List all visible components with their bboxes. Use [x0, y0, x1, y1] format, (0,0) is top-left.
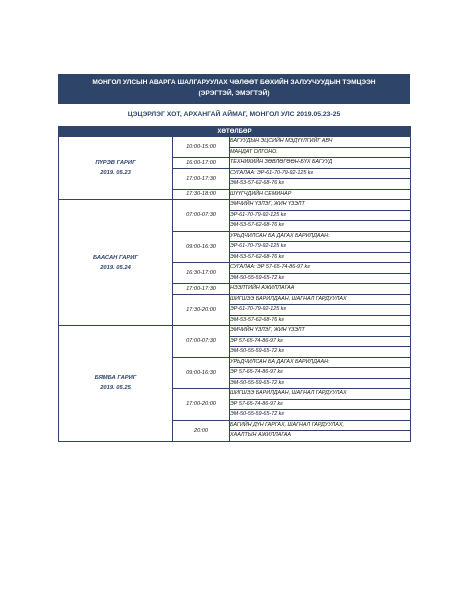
activity-cell — [230, 284, 411, 295]
activity-line: ЭМЧИЙН ҮЗЛЭГ, ЖИН ҮЗЭЛТ — [230, 327, 305, 333]
activity-line: ХААЛТЫН АЖИЛЛАГАА — [230, 430, 410, 441]
time-cell: 20:00 — [173, 420, 230, 441]
time-cell: 09:00-16:30 — [173, 231, 230, 263]
activity-line: ШИГШЭЭ БАРИЛДААН, ШАГНАЛ ГАРДУУЛАХ — [230, 390, 347, 396]
activity-line: ЭМ-50-55-59-65-72 kг — [230, 273, 410, 284]
activity-cell — [230, 420, 411, 441]
activity-line: ЭР-61-70-79-92-125 kг — [230, 304, 410, 315]
activity-cell — [230, 137, 411, 158]
activity-line: МАНДАТ ОЛГОНО. — [230, 147, 410, 158]
activity-line: ЭР 57-65-74-86-97 kг — [230, 399, 410, 410]
time-cell: 17:30-20:00 — [173, 294, 230, 326]
activity-line: СУГАЛАА: ЭР-61-70-79-92-125 kг — [230, 169, 314, 176]
time-cell: 17:30-18:00 — [173, 189, 230, 200]
activity-line: СУГАЛАА: ЭР 57-65-74-86-97 kг — [230, 264, 310, 270]
day-name: ПҮРЭВ ГАРИГ — [95, 160, 136, 166]
day-cell — [59, 200, 173, 326]
activity-line: ТЕХНИКИЙН ЗӨВЛӨГӨӨН-БҮХ БАГУУД — [230, 159, 333, 165]
event-location-dates: ЦЭЦЭРЛЭГ ХОТ, АРХАНГАЙ АЙМАГ, МОНГОЛ УЛС 2019.05.23-25 — [127, 111, 341, 118]
activity-cell — [230, 231, 411, 263]
activity-line: ЭМ-53-57-62-68-76 kг — [230, 220, 410, 231]
schedule-body — [59, 137, 411, 442]
title-banner — [58, 74, 410, 104]
schedule-row — [59, 137, 411, 158]
title-line-2: (ЭРЭГТЭЙ, ЭМЭГТЭЙ) — [198, 89, 270, 97]
time-cell: 17:00-20:00 — [173, 389, 230, 421]
activity-line: ЭР-61-70-79-92-125 kг — [230, 241, 410, 252]
time-cell: 09:00-16:30 — [173, 357, 230, 389]
activity-line: БАГИЙН ДҮН ГАРГАХ, ШАГНАЛ ГАРДУУЛАХ, — [230, 421, 344, 428]
day-cell — [59, 326, 173, 442]
activity-line: ЭМ-50-55-59-65-72 kг — [230, 409, 410, 420]
activity-cell — [230, 294, 411, 326]
activity-line: ЭМЧИЙН ҮЗЛЭГ, ЖИН ҮЗЭЛТ — [230, 201, 305, 207]
activity-line: ЭМ-53-57-62-68-76 kг — [230, 315, 410, 326]
schedule-heading: ХӨТӨЛБӨР — [59, 127, 411, 137]
activity-cell — [230, 200, 411, 232]
time-cell: 07:00-07:30 — [173, 326, 230, 358]
activity-line: ЭР 57-65-74-86-97 kг — [230, 367, 410, 378]
day-name: БААСАН ГАРИГ — [92, 254, 139, 261]
schedule-header-row — [59, 127, 411, 137]
time-cell: 16:30-17:00 — [173, 263, 230, 284]
activity-line: ЭМ-50-55-59-65-72 kг — [230, 346, 410, 357]
time-cell: 17:00-17:30 — [173, 284, 230, 295]
activity-line: ЭР-61-70-79-92-125 kг — [230, 210, 410, 221]
activity-line: ЭМ-50-55-59-65-72 kг — [230, 378, 410, 389]
activity-line: ЭМ-53-57-62-68-76 kг — [230, 252, 410, 263]
schedule-row — [59, 200, 411, 232]
schedule-row — [59, 326, 411, 358]
activity-cell — [230, 158, 411, 169]
day-date: 2019. 05.25 — [100, 385, 131, 392]
activity-line: БАГУУДЫН ЭЦСИЙН МЭДҮҮЛГИЙГ АВЧ — [230, 138, 333, 144]
day-cell — [59, 137, 173, 200]
time-cell: 10:00-15:00 — [173, 137, 230, 158]
activity-cell — [230, 326, 411, 358]
activity-cell — [230, 263, 411, 284]
activity-line: ШҮҮГЧДИЙН СЕМИНАР — [230, 190, 292, 197]
activity-line: НЭЭЛТИЙН АЖИЛЛАГАА — [230, 285, 295, 291]
day-date: 2019. 05.23 — [100, 170, 131, 176]
activity-cell — [230, 189, 411, 200]
activity-cell — [230, 357, 411, 389]
day-date: 2019. 05.24 — [100, 264, 131, 271]
activity-line: УРЬДЧИЛСАН БА ДАГАХ БАРИЛДААН: — [230, 358, 330, 365]
time-cell: 07:00-07:30 — [173, 200, 230, 232]
title-line-1: МОНГОЛ УЛСЫН АВАРГА ШАЛГАРУУЛАХ ЧӨЛӨӨТ БӨХИЙН ЗАЛУУЧУУДЫН ТЭМЦЭЭН — [92, 79, 376, 86]
schedule-table — [58, 126, 411, 442]
activity-line: ШИГШЭЭ БАРИЛДААН, ШАГНАЛ ГАРДУУЛАХ — [230, 295, 347, 302]
activity-line: ЭМ-53-57-62-68-76 kг — [230, 178, 410, 189]
activity-line: УРЬДЧИЛСАН БА ДАГАХ БАРИЛДААН: — [230, 232, 330, 239]
time-cell: 17:00-17:30 — [173, 168, 230, 189]
activity-cell — [230, 168, 411, 189]
time-cell: 16:00-17:00 — [173, 158, 230, 169]
day-name: БЯМБА ГАРИГ — [94, 375, 137, 382]
activity-cell — [230, 389, 411, 421]
activity-line: ЭР 57-65-74-86-97 kг — [230, 336, 410, 347]
